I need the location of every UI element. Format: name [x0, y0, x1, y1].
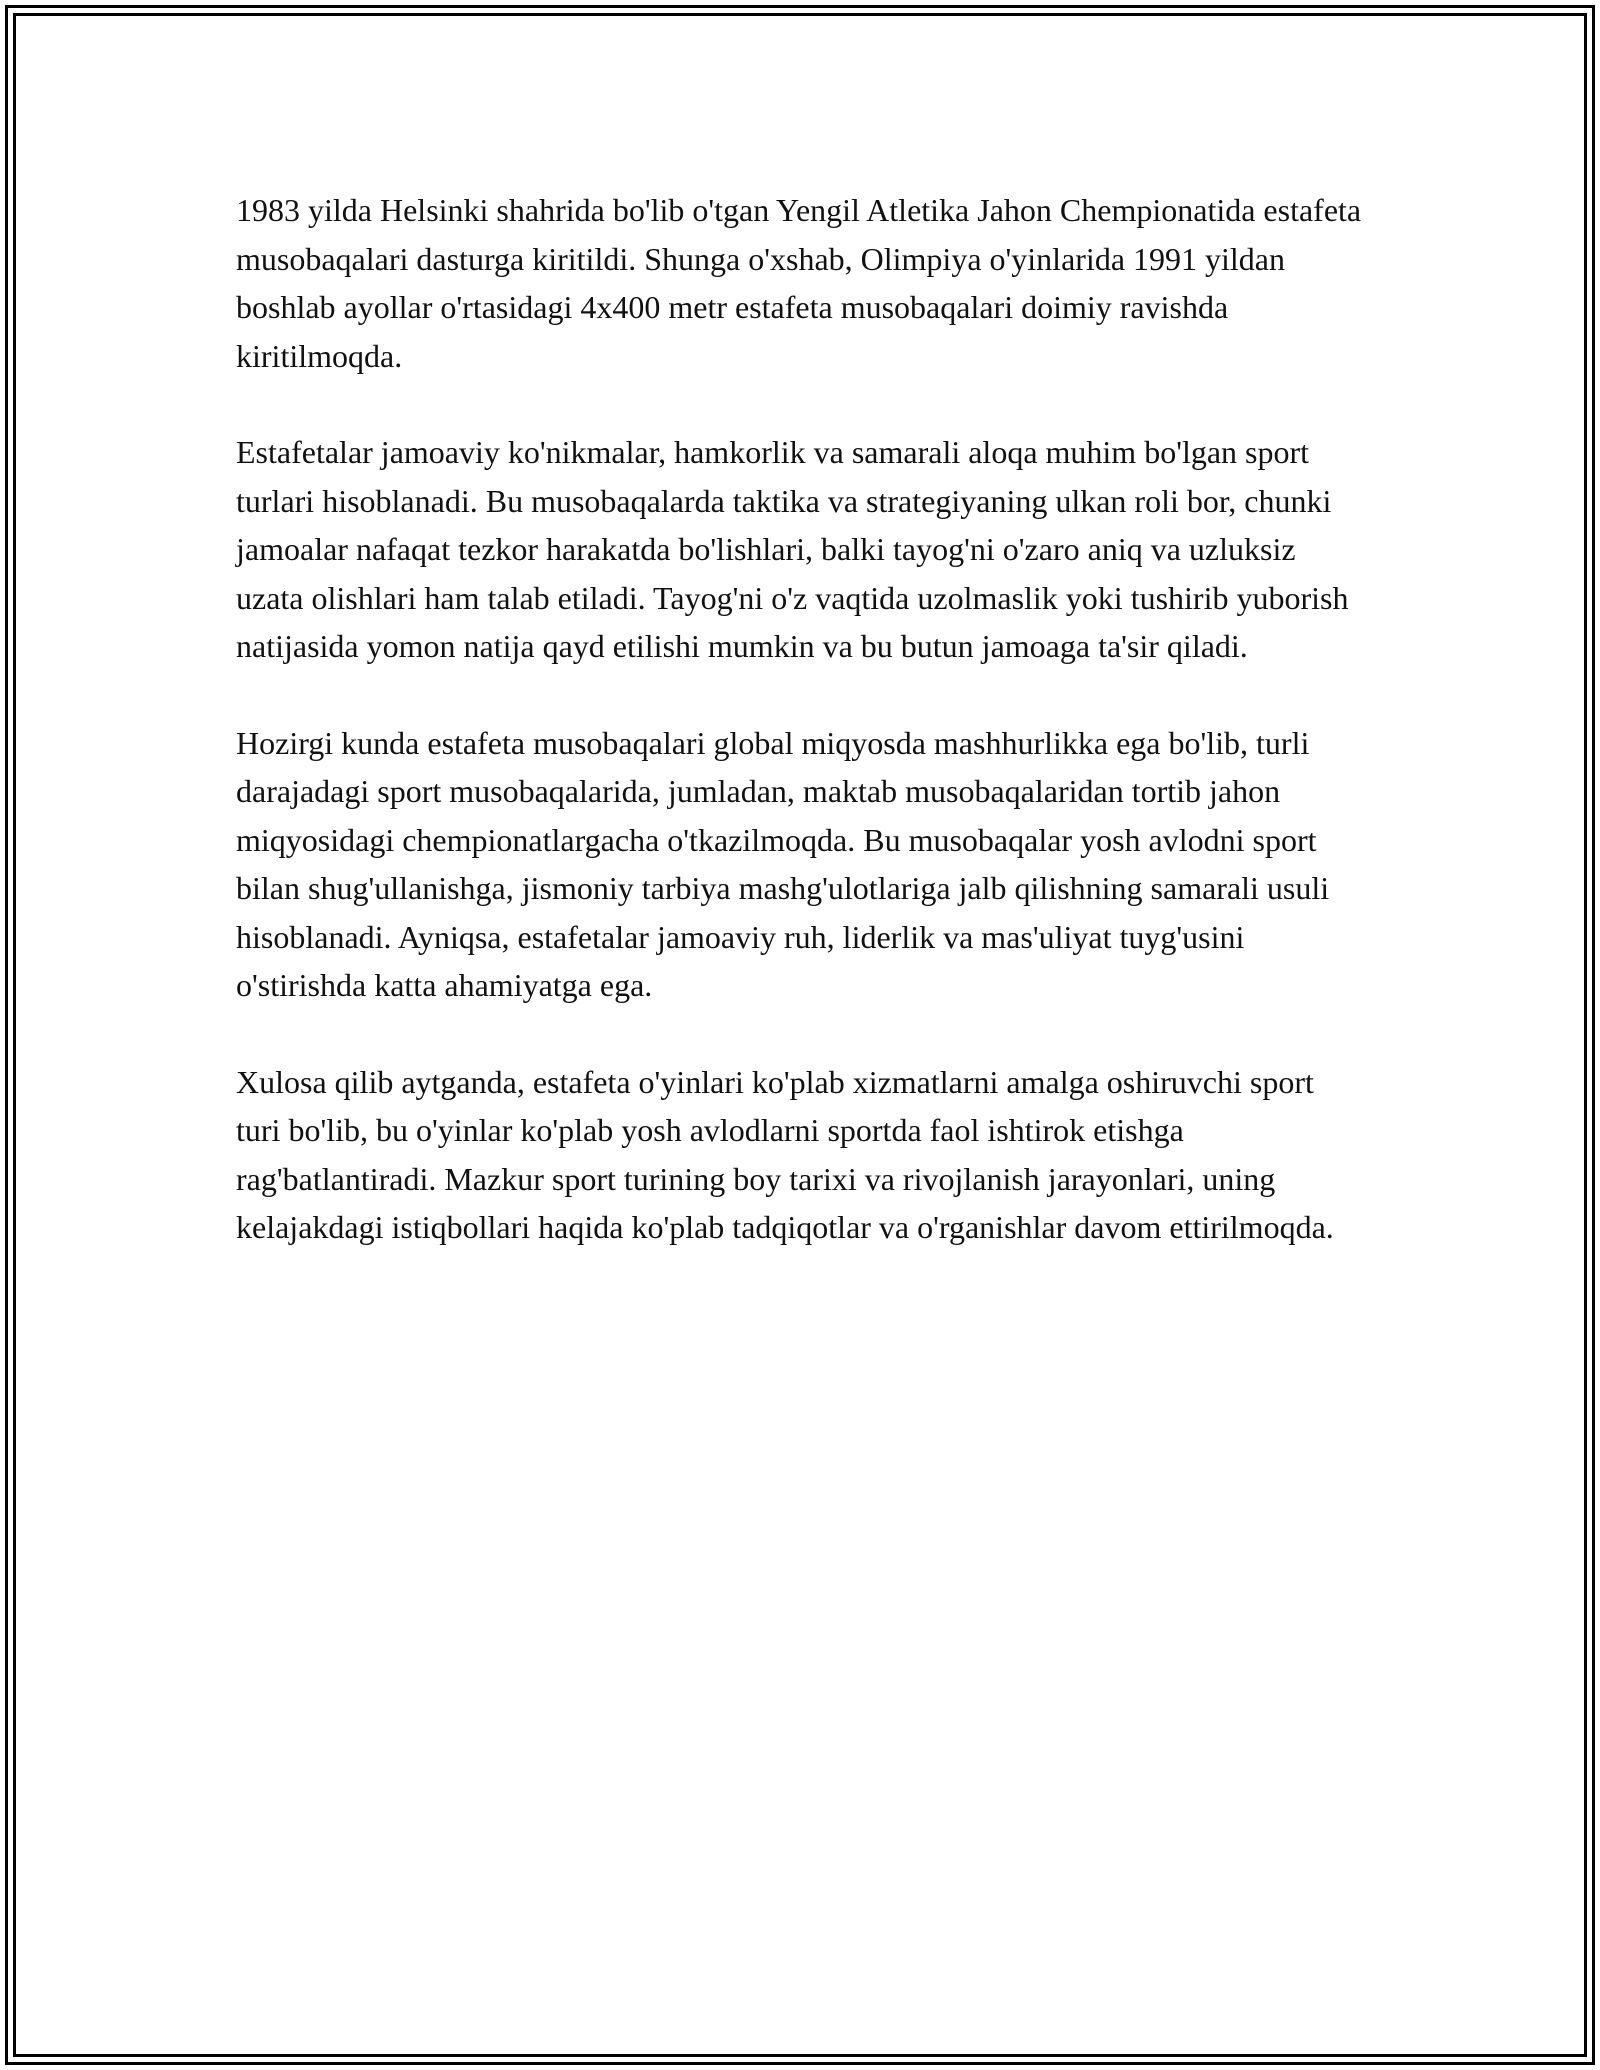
paragraph-1: 1983 yilda Helsinki shahrida bo'lib o'tgan Yengil Atletika Jahon Chempionatida estafeta musobaqalari dasturga kiritildi. Shunga o'xshab, Olimpiya o'yinlarida 1991 yildan boshlab ayollar o'rtasidagi 4x400 metr estafeta musobaqalari doimiy ravishda kiritilmoqda. — [236, 192, 1362, 374]
paragraph-3: Hozirgi kunda estafeta musobaqalari global miqyosda mashhurlikka ega bo'lib, turli darajadagi sport musobaqalarida, jumladan, maktab musobaqalaridan tortib jahon miqyosidagi chempionatlargacha o'tkazilmoqda. Bu musobaqalar yosh avlodni sport bilan shug'ullanishga, jismoniy tarbiya mashg'ulotlariga jalb qilishning samarali usuli hisoblanadi. Ayniqsa, estafetalar jamoaviy ruh, liderlik va mas'uliyat tuyg'usini o'stirishda katta ahamiyatga ega. — [236, 724, 1330, 1003]
paragraph-4: Xulosa qilib aytganda, estafeta o'yinlari ko'plab xizmatlarni amalga oshiruvchi sport turi bo'lib, bu o'yinlar ko'plab yosh avlodlarni sportda faol ishtirok etishga rag'batlantiradi. Mazkur sport turining boy tarixi va rivojlanish jarayonlari, uning kelajakdagi istiqbollari haqida ko'plab tadqiqotlar va o'rganishlar davom ettirilmoqda. — [236, 1063, 1334, 1245]
document-body — [236, 186, 1366, 1300]
paragraph-2: Estafetalar jamoaviy ko'nikmalar, hamkorlik va samarali aloqa muhim bo'lgan sport turlari hisoblanadi. Bu musobaqalarda taktika va strategiyaning ulkan roli bor, chunki jamoalar nafaqat tezkor harakatda bo'lishlari, balki tayog'ni o'zaro aniq va uzluksiz uzata olishlari ham talab etiladi. Tayog'ni o'z vaqtida uzolmaslik yoki tushirib yuborish natijasida yomon natija qayd etilishi mumkin va bu butun jamoaga ta'sir qiladi. — [236, 434, 1349, 664]
